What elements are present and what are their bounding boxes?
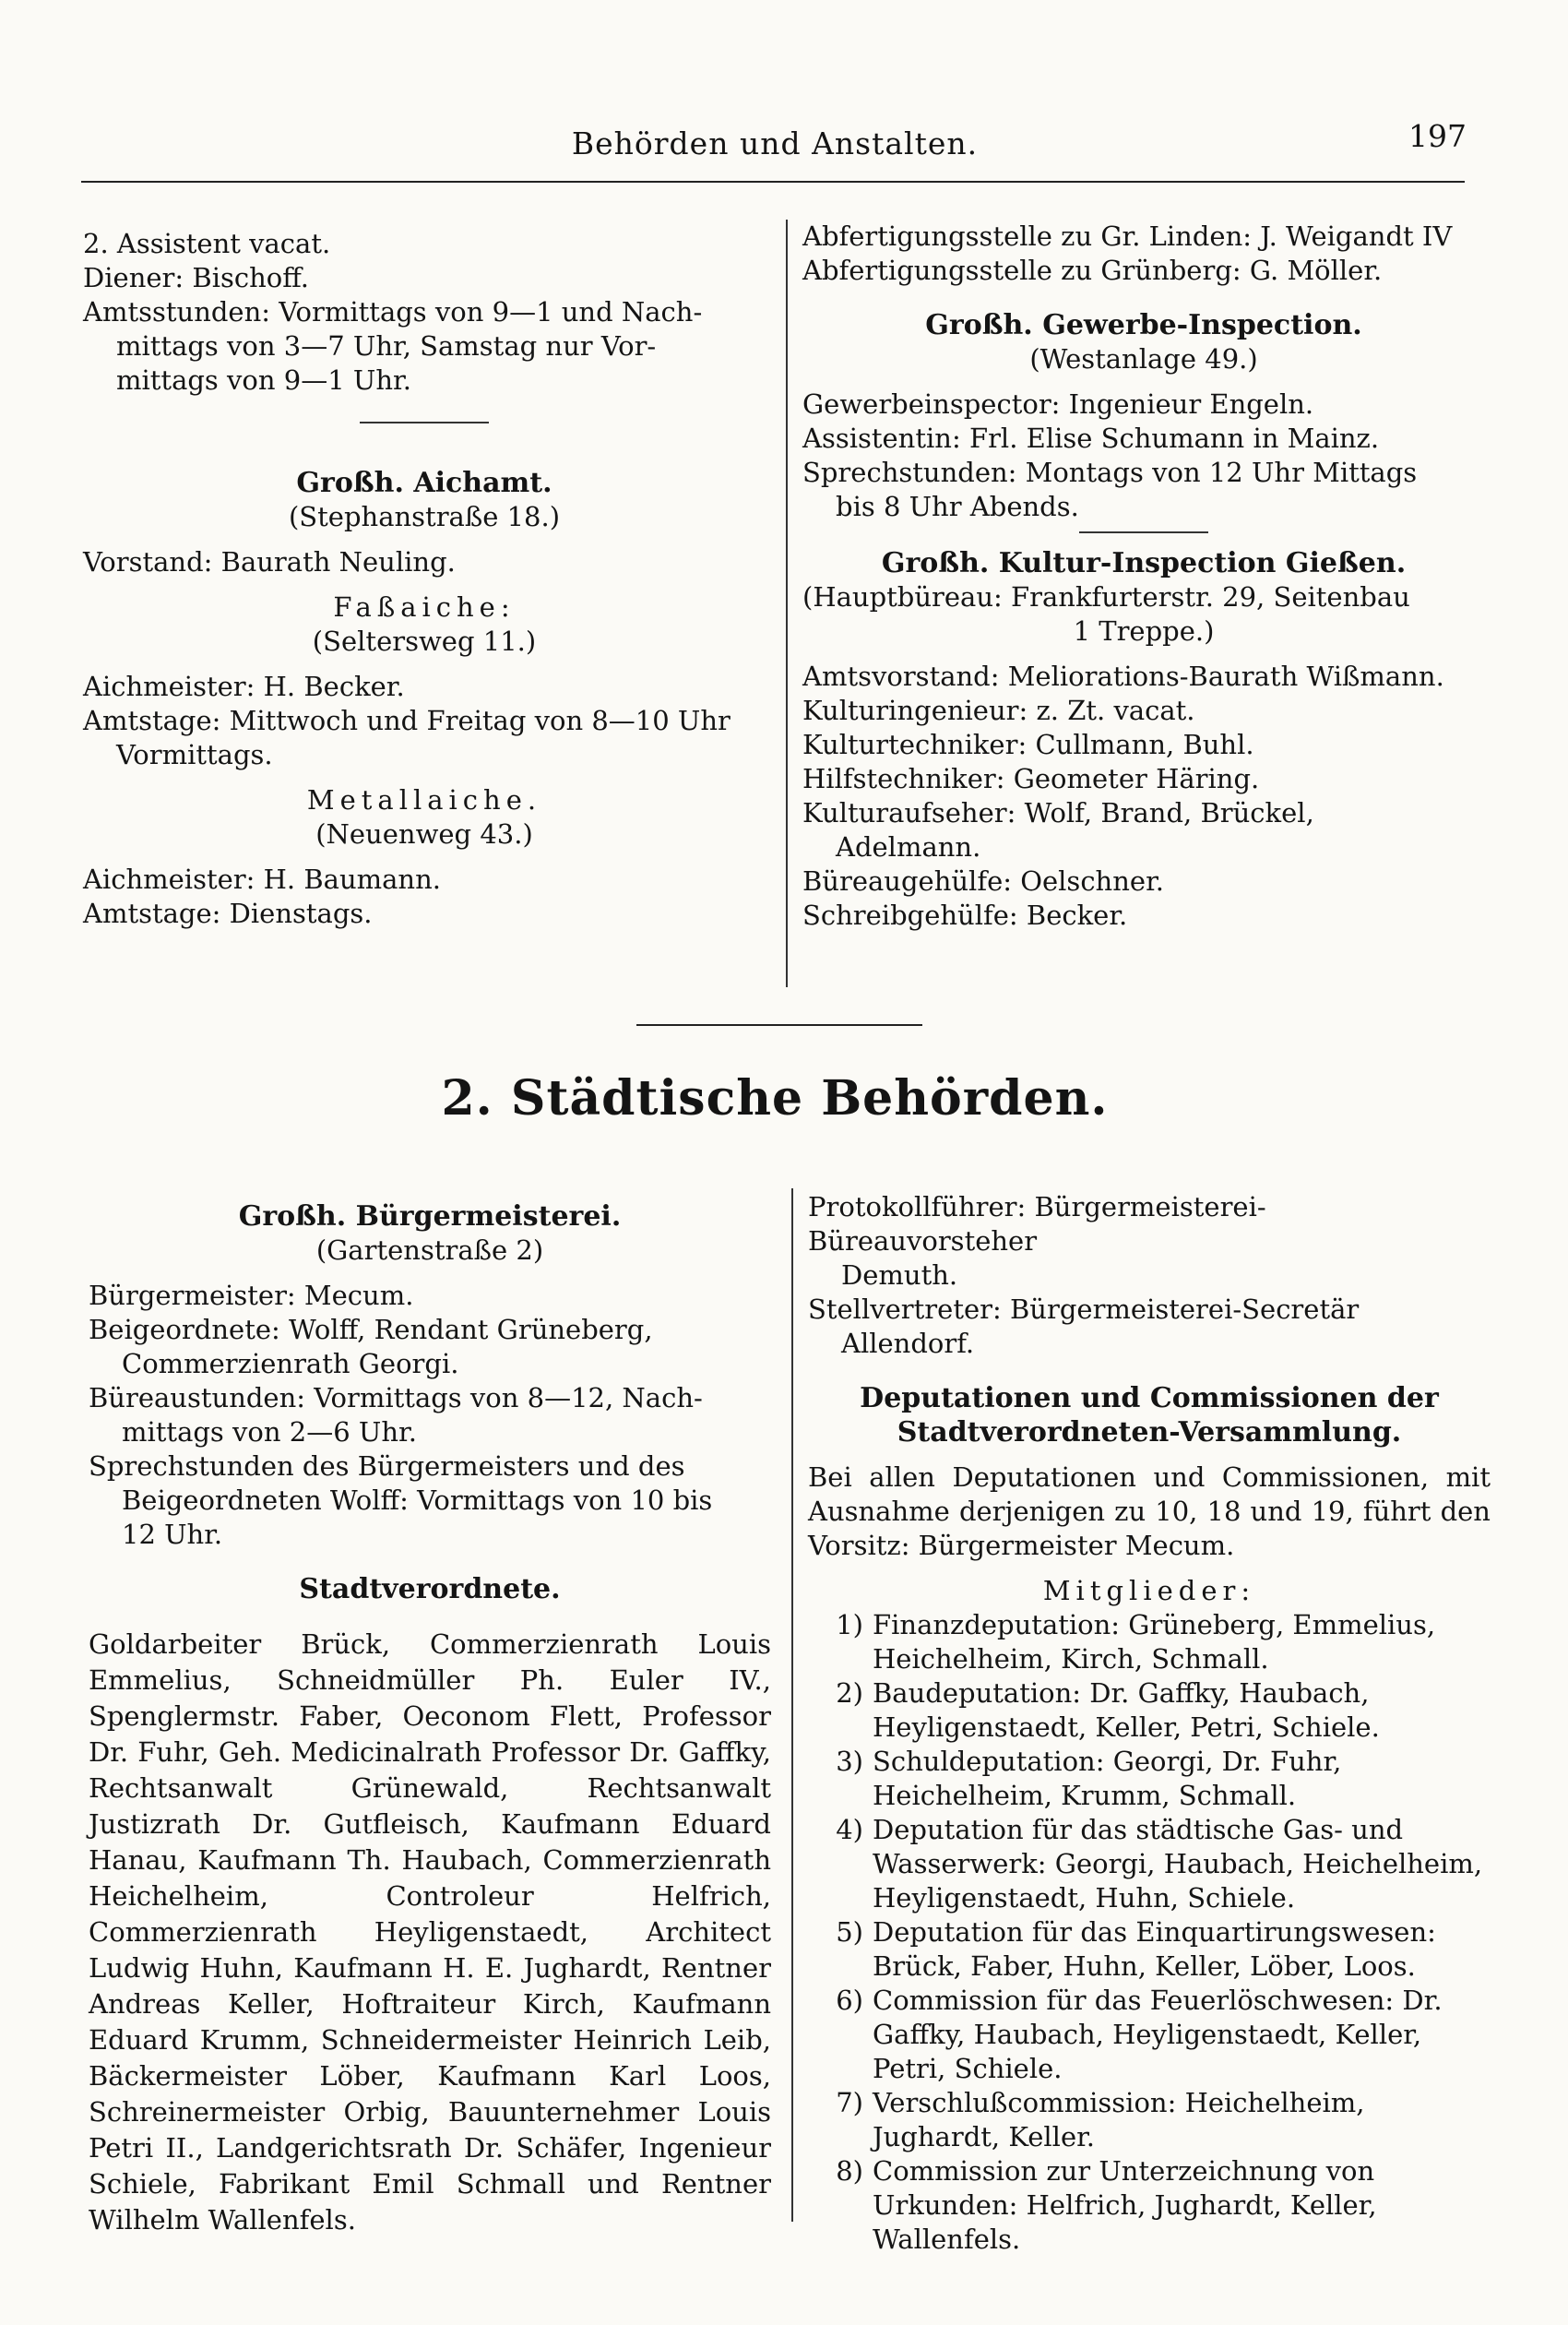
item-text: Finanzdeputation: Grüneberg, Emmelius, Heichelheim, Kirch, Schmall. [873, 1609, 1436, 1675]
kultur-address: (Hauptbüreau: Frankfurterstr. 29, Seitenbau [802, 581, 1410, 613]
list-item [808, 1915, 1491, 1984]
text-line: Amtstage: Mittwoch und Freitag von 8—10 Uhr [83, 705, 731, 736]
text-line: mittags von 9—1 Uhr. [116, 364, 411, 396]
metallaiche-heading: Metallaiche. [306, 784, 542, 816]
fassaiche-address: (Seltersweg 11.) [312, 626, 537, 657]
text-line: Büreaustunden: Vormittags von 8—12, Nach- [89, 1382, 703, 1413]
item-number: 7) [836, 2087, 863, 2118]
gewerbe-heading: Großh. Gewerbe-Inspection. [925, 309, 1362, 341]
text-line: bis 8 Uhr Abends. [836, 491, 1079, 522]
text-line: Aichmeister: H. Becker. [83, 671, 405, 702]
item-text: Deputation für das städtische Gas- und Wasserwerk: Georgi, Haubach, Heichelheim, Heyligenstaedt, Huhn, Schiele. [873, 1814, 1483, 1914]
text-line: Allendorf. [841, 1328, 975, 1359]
text-line: Gewerbeinspector: Ingenieur Engeln. [802, 388, 1314, 420]
text-line: Sprechstunden des Bürgermeisters und des [89, 1450, 685, 1482]
aichamt-address: (Stephanstraße 18.) [288, 501, 561, 532]
list-item [808, 1813, 1491, 1915]
list-item [808, 1676, 1491, 1745]
divider [1079, 531, 1208, 533]
stadtverordnete-heading: Stadtverordnete. [299, 1573, 561, 1605]
running-title: Behörden und Anstalten. [571, 125, 979, 161]
item-text: Verschlußcommission: Heichelheim, Jughardt, Keller. [873, 2087, 1365, 2152]
text-line: Amtsstunden: Vormittags von 9—1 und Nach- [83, 296, 703, 328]
list-item [808, 1984, 1491, 2086]
item-number: 6) [836, 1985, 863, 2016]
text-line: Kulturaufseher: Wolf, Brand, Brückel, [802, 797, 1314, 829]
text-line: Protokollführer: Bürgermeisterei-Büreauvorsteher [808, 1191, 1266, 1257]
buergermeisterei-address: (Gartenstraße 2) [315, 1234, 544, 1266]
buergermeisterei-heading: Großh. Bürgermeisterei. [238, 1200, 622, 1233]
kultur-heading: Großh. Kultur-Inspection Gießen. [881, 547, 1407, 579]
text-line: Abfertigungsstelle zu Grünberg: G. Möller. [802, 255, 1383, 286]
text-line: Assistentin: Frl. Elise Schumann in Mainz. [802, 423, 1380, 454]
text-line: Hilfstechniker: Geometer Häring. [802, 763, 1260, 794]
item-text: Deputation für das Einquartirungswesen: Brück, Faber, Huhn, Keller, Löber, Loos. [873, 1916, 1436, 1982]
deputationen-heading: Deputationen und Commissionen der [860, 1382, 1439, 1414]
list-item [808, 1745, 1491, 1813]
divider [360, 422, 489, 423]
header-rule [81, 181, 1465, 183]
fassaiche-heading: Faßaiche: [333, 591, 516, 623]
top-left-column [83, 227, 766, 931]
text-line: Bürgermeister: Mecum. [89, 1280, 414, 1311]
text-line: mittags von 2—6 Uhr. [122, 1416, 417, 1448]
item-number: 5) [836, 1916, 863, 1948]
item-number: 4) [836, 1814, 863, 1845]
text-line: Adelmann. [836, 831, 981, 863]
text-line: Kulturtechniker: Cullmann, Buhl. [802, 729, 1254, 760]
gewerbe-address: (Westanlage 49.) [1029, 343, 1258, 375]
text-line: 2. Assistent vacat. [83, 228, 331, 259]
item-number: 2) [836, 1677, 863, 1709]
text-line: mittags von 3—7 Uhr, Samstag nur Vor- [116, 330, 657, 362]
mitglieder-heading: Mitglieder: [1042, 1575, 1256, 1606]
bottom-left-column [89, 1199, 771, 2238]
text-line: Schreibgehülfe: Becker. [802, 900, 1128, 931]
section-rule [636, 1024, 922, 1026]
text-line: 12 Uhr. [122, 1519, 223, 1550]
top-right-column [802, 220, 1485, 933]
aichamt-heading: Großh. Aichamt. [296, 467, 552, 499]
list-item [808, 2086, 1491, 2154]
item-text: Baudeputation: Dr. Gaffky, Haubach, Heyligenstaedt, Keller, Petri, Schiele. [873, 1677, 1380, 1743]
text-line: Abfertigungsstelle zu Gr. Linden: J. Weigandt IV [802, 221, 1453, 252]
text-line: Commerzienrath Georgi. [122, 1348, 459, 1379]
deputationen-heading-2: Stadtverordneten-Versammlung. [897, 1416, 1402, 1449]
stadtverordnete-text: Goldarbeiter Brück, Commerzienrath Louis Emmelius, Schneidmüller Ph. Euler IV., Spenglermstr. Faber, Oeconom Flett, Professor Dr. Fuhr, Geh. Medicinalrath Professor Dr. Gaffky, Rechtsanwalt Grünewald, Rechtsanwalt Justizrath Dr. Gutfleisch, Kaufmann Eduard Hanau, Kaufmann Th. Haubach, Commerzienrath Heichelheim, Controleur Helfrich, Commerzienrath Heyligenstaedt, Architect Ludwig Huhn, Kaufmann H. E. Jughardt, Rentner Andreas Keller, Hoftraiteur Kirch, Kaufmann Eduard Krumm, Schneidermeister Heinrich Leib, Bäckermeister Löber, Kaufmann Karl Loos, Schreinermeister Orbig, Bauunternehmer Louis Petri II., Landgerichtsrath Dr. Schäfer, Ingenieur Schiele, Fabrikant Emil Schmall und Rentner Wilhelm Wallenfels. [89, 1628, 771, 2236]
column-divider-top [786, 220, 788, 987]
members-list [808, 1608, 1491, 2257]
list-item [808, 1608, 1491, 1676]
text-line: Aichmeister: H. Baumann. [83, 864, 441, 895]
item-text: Commission zur Unterzeichnung von Urkunden: Helfrich, Jughardt, Keller, Wallenfels. [873, 2155, 1377, 2255]
text-line: Büreaugehülfe: Oelschner. [802, 865, 1164, 897]
text-line: Beigeordneten Wolff: Vormittags von 10 bis [122, 1484, 713, 1516]
text-line: Sprechstunden: Montags von 12 Uhr Mittags [802, 457, 1418, 488]
page-number: 197 [1408, 118, 1467, 154]
text-line: Stellvertreter: Bürgermeisterei-Secretär [808, 1294, 1360, 1325]
deputationen-intro: Bei allen Deputationen und Commissionen, mit Ausnahme derjenigen zu 10, 18 und 19, führt den Vorsitz: Bürgermeister Mecum. [808, 1461, 1491, 1561]
text-line: Diener: Bischoff. [83, 262, 310, 293]
column-divider-bottom [791, 1188, 793, 2222]
text-line: Vorstand: Baurath Neuling. [83, 546, 456, 578]
kultur-address-2: 1 Treppe.) [1073, 615, 1215, 647]
text-line: Amtstage: Dienstags. [83, 898, 373, 929]
item-number: 3) [836, 1746, 863, 1777]
item-text: Schuldeputation: Georgi, Dr. Fuhr, Heichelheim, Krumm, Schmall. [873, 1746, 1342, 1811]
item-number: 8) [836, 2155, 863, 2187]
text-line: Kulturingenieur: z. Zt. vacat. [802, 695, 1195, 726]
running-head [83, 118, 1467, 173]
text-line: Vormittags. [116, 739, 273, 770]
item-number: 1) [836, 1609, 863, 1640]
text-line: Amtsvorstand: Meliorations-Baurath Wißmann. [802, 661, 1444, 692]
section-title: 2. Städtische Behörden. [441, 1070, 1109, 1127]
text-line: Demuth. [841, 1259, 958, 1291]
list-item [808, 2154, 1491, 2257]
text-line: Beigeordnete: Wolff, Rendant Grüneberg, [89, 1314, 653, 1345]
bottom-right-column [808, 1190, 1491, 2257]
item-text: Commission für das Feuerlöschwesen: Dr. Gaffky, Haubach, Heyligenstaedt, Keller, Petri, Schiele. [873, 1985, 1443, 2084]
metallaiche-address: (Neuenweg 43.) [315, 818, 533, 850]
